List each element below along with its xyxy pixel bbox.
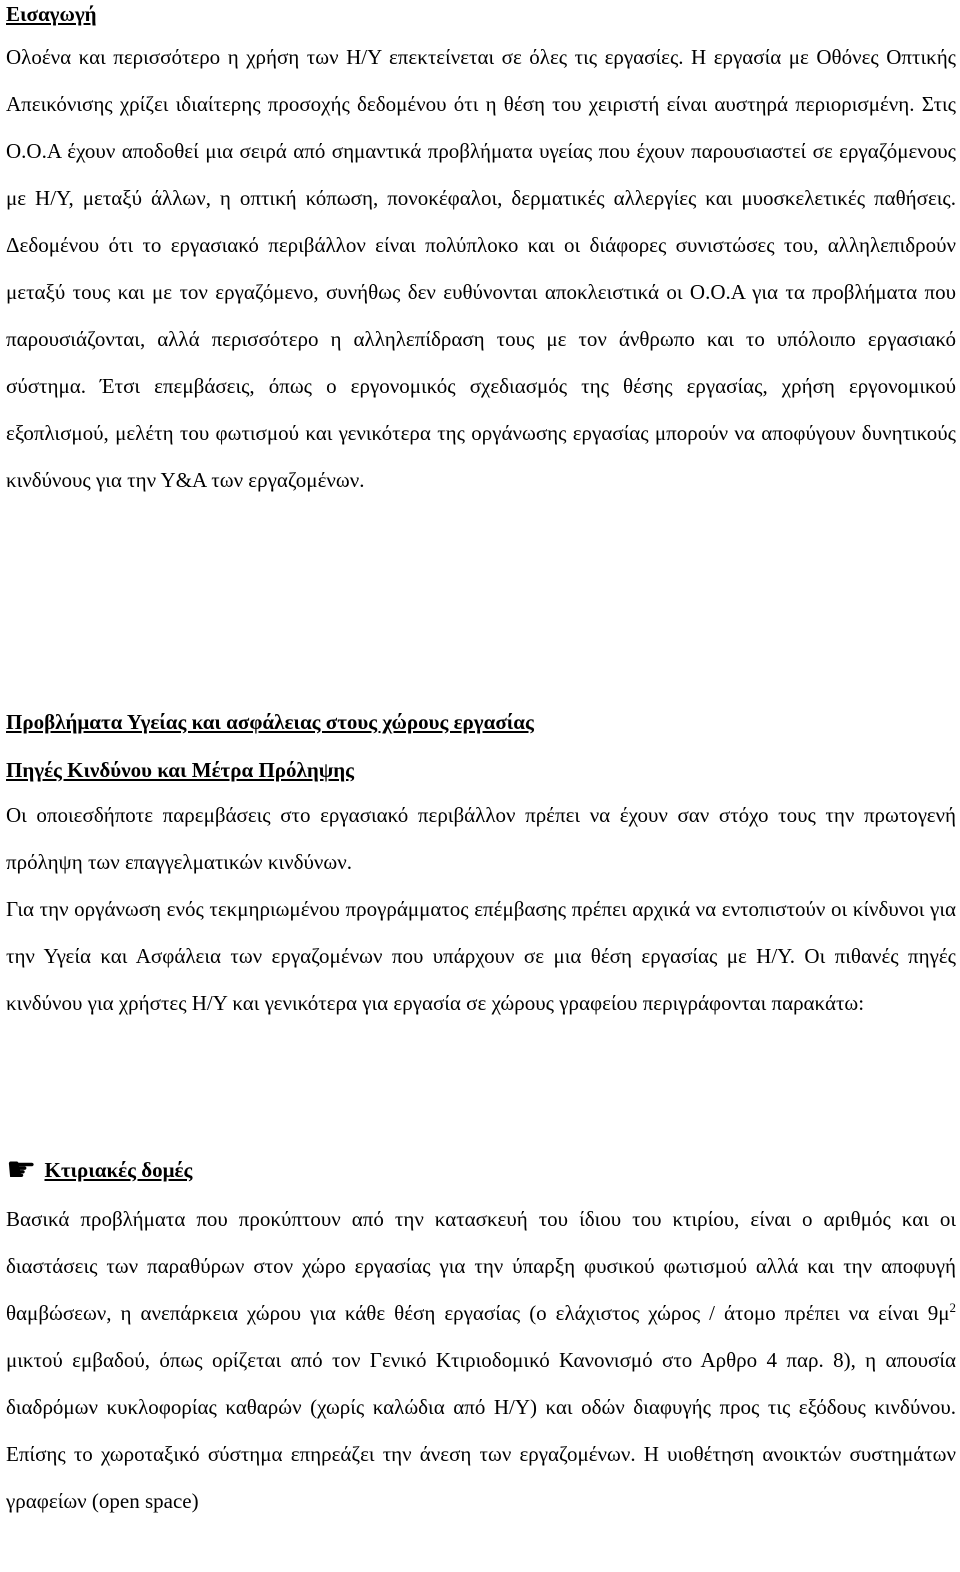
risk-sources-subheading: Πηγές Κινδύνου και Μέτρα Πρόληψης <box>6 758 354 782</box>
building-structures-heading <box>6 1150 193 1190</box>
building-paragraph-text-1: Βασικά προβλήματα που προκύπτουν από την κατασκευή του ίδιου του κτιρίου, είναι ο αριθμός και οι διαστάσεις των παραθύρων στον χώρο εργασίας για την ύπαρξη φυσικού φωτισμού αλλά και την αποφυγή θαμβώσεων, η ανεπάρκεια χώρου για κάθε θέση εργασίας (ο ελάχιστος χώρος / άτομο πρέπει να είναι 9μ <box>6 1207 956 1325</box>
building-paragraph <box>6 1196 956 1525</box>
building-paragraph-text-2: μικτού εμβαδού, όπως ορίζεται από τον Γενικό Κτιριοδομικό Κανονισμό στο Αρθρο 4 παρ. 8), η απουσία διαδρόμων κυκλοφορίας καθαρών (χωρίς καλώδια από Η/Υ) και οδών διαφυγής προς τις εξόδους κινδύνου. Επίσης το χωροταξικό σύστημα επηρεάζει την άνεση των εργαζομένων. Η υιοθέτηση ανοικτών συστημάτων γραφείων (open space) <box>6 1348 956 1513</box>
intro-heading: Εισαγωγή <box>6 2 97 26</box>
risk-identification-paragraph: Για την οργάνωση ενός τεκμηριωμένου προγράμματος επέμβασης πρέπει αρχικά να εντοπιστούν οι κίνδυνοι για την Υγεία και Ασφάλεια των εργαζομένων που υπάρχουν σε μια θέση εργασίας με Η/Υ. Οι πιθανές πηγές κινδύνου για χρήστες Η/Υ και γενικότερα για εργασία σε χώρους γραφείου περιγράφονται παρακάτω: <box>6 897 956 1015</box>
pointing-hand-icon: ☛ <box>6 1150 37 1190</box>
square-meter-superscript: 2 <box>949 1300 956 1315</box>
health-safety-heading: Προβλήματα Υγείας και ασφάλειας στους χώρους εργασίας <box>6 710 534 734</box>
intro-paragraph: Ολοένα και περισσότερο η χρήση των Η/Υ επεκτείνεται σε όλες τις εργασίες. Η εργασία με Οθόνες Οπτικής Απεικόνισης χρίζει ιδιαίτερης προσοχής δεδομένου ότι η θέση του χειριστή είναι αυστηρά περιορισμένη. Στις Ο.Ο.Α έχουν αποδοθεί μια σειρά από σημαντικά προβλήματα υγείας που έχουν παρουσιαστεί σε εργαζόμενους με Η/Υ, μεταξύ άλλων, η οπτική κόπωση, πονοκέφαλοι, δερματικές αλλεργίες και μυοσκελετικές παθήσεις. Δεδομένου ότι το εργασιακό περιβάλλον είναι πολύπλοκο και οι διάφορες συνιστώσες του, αλληλεπιδρούν μεταξύ τους και με τον εργαζόμενο, συνήθως δεν ευθύνονται αποκλειστικά οι Ο.Ο.Α για τα προβλήματα που παρουσιάζονται, αλλά περισσότερο η αλληλεπίδραση τους με τον άνθρωπο και το υπόλοιπο εργασιακό σύστημα. Έτσι επεμβάσεις, όπως ο εργονομικός σχεδιασμός της θέσης εργασίας, χρήση εργονομικού εξοπλισμού, μελέτη του φωτισμού και γενικότερα της οργάνωσης εργασίας μπορούν να αποφύγουν δυνητικούς κινδύνους για την Υ&Α των εργαζομένων. <box>6 45 956 492</box>
building-structures-title: Κτιριακές δομές <box>44 1158 193 1182</box>
prevention-paragraph: Οι οποιεσδήποτε παρεμβάσεις στο εργασιακό περιβάλλον πρέπει να έχουν σαν στόχο τους την πρωτογενή πρόληψη των επαγγελματικών κινδύνων. <box>6 803 956 874</box>
